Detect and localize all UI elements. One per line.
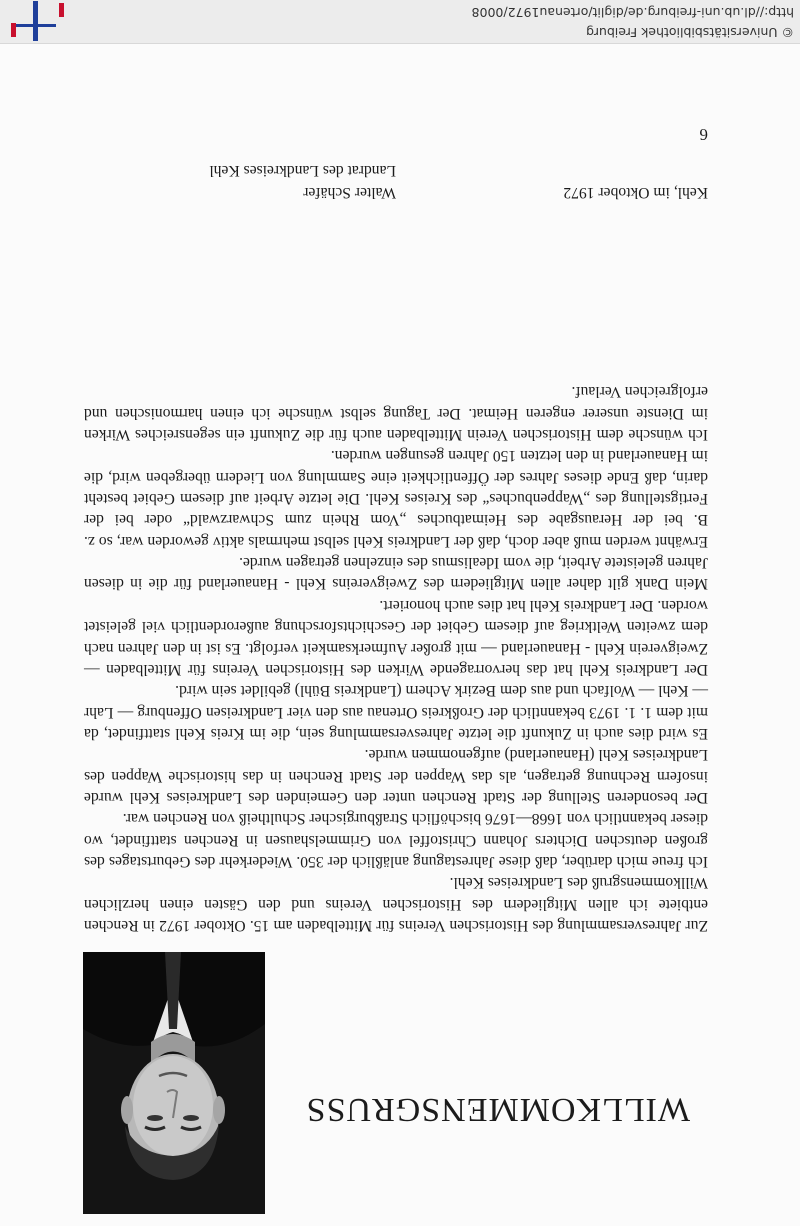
paragraph: Mein Dank gilt daher allen Mitgliedern des Zweigvereins Kehl - Hanauerland für die in diesen Jahren geleistete Arbeit, die vom Idealismus des einzelnen getragen wurde.: [84, 554, 708, 593]
header-bar: [0, 0, 800, 44]
paragraph: Zur Jahresversammlung des Historischen Vereins für Mittelbaden am 15. Oktober 1972 in Renchen entbiete ich allen Mitgliedern des Historischen Vereins und den Gästen einen herzlichen Willkommensgruß des Landkreises Kehl.: [84, 874, 708, 934]
signature-name: Walter Schäfer: [303, 184, 396, 201]
paragraph: Der Landkreis Kehl hat das hervorragende Wirken des Historischen Vereins für Mittelbaden — Zweigverein Kehl - Hanauerland — mit großer Aufmerksamkeit verfolgt. Es ist in den Jahren nach dem zweiten Weltkrieg auf diesem Gebiet der Geschichtsforschung außerordentlich viel geleistet worden. Der Landkreis Kehl hat dies auch honoriert.: [84, 596, 708, 678]
library-logo-icon[interactable]: [6, 1, 68, 41]
paragraph: Ich freue mich darüber, daß diese Jahrestagung anläßlich der 350. Wiederkehr des Geburtstages des großen deutschen Dichters Johann Christoffel von Grimmelshausen in Renchen stattfindet, wo dieser bekanntlich von 1668—1676 bischöflich Straßburgischer Schultheiß von Renchen war.: [84, 810, 708, 870]
paragraph: Erwähnt werden muß aber doch, daß der Landkreis Kehl selbst mehrmals aktiv geworden war, so z. B. bei der Herausgabe des Heimatbuches „Vom Rhein zum Schwarzwald“ oder bei der Fertigstellung des „Wappenbuches“ des Kreises Kehl. Die letzte Arbeit auf diesem Gebiet besteht darin, daß Ende dieses Jahres der Öffentlichkeit eine Sammlung von Liedern übergeben wird, die im Hanauerland in den letzten 150 Jahren gesungen wurden.: [84, 447, 708, 550]
page-title: WILLKOMMENSGRUSS: [305, 1091, 690, 1128]
portrait-photo: [83, 952, 265, 1214]
paragraph: Ich wünsche dem Historischen Verein Mittelbaden auch für die Zukunft ein segensreiches Wirken im Dienste unserer engeren Heimat. Der Tagung selbst wünsche ich einen harmonischen und erfolgreichen Verlauf.: [84, 383, 708, 444]
source-url[interactable]: http://dl.ub.uni-freiburg.de/diglit/ortenau1972/0008: [471, 5, 794, 20]
signature-place-date: Kehl, im Oktober 1972: [563, 184, 708, 201]
page-number: 6: [699, 125, 708, 144]
paragraph: Der besonderen Stellung der Stadt Renchen unter den Gemeinden des Landkreises Kehl wurde insofern Rechnung getragen, als das Wappen der Stadt Renchen in das historische Wappen des Landkreises Kehl (Hanauerland) aufgenommen wurde.: [84, 746, 708, 806]
article-body: [84, 381, 708, 936]
signature-title: Landrat des Landkreises Kehl: [209, 162, 396, 179]
copyright-notice: © Universitätsbibliothek Freiburg: [586, 25, 794, 40]
paragraph: Es wird dies auch in Zukunft die letzte Jahresversammlung sein, die im Kreis Kehl stattfindet, da mit dem 1. 1. 1973 bekanntlich der Großkreis Ortenau aus den vier Landkreisen Offenburg — Lahr — Kehl — Wolfach und aus dem Bezirk Achern (Landkreis Bühl) gebildet sein wird.: [84, 682, 708, 742]
